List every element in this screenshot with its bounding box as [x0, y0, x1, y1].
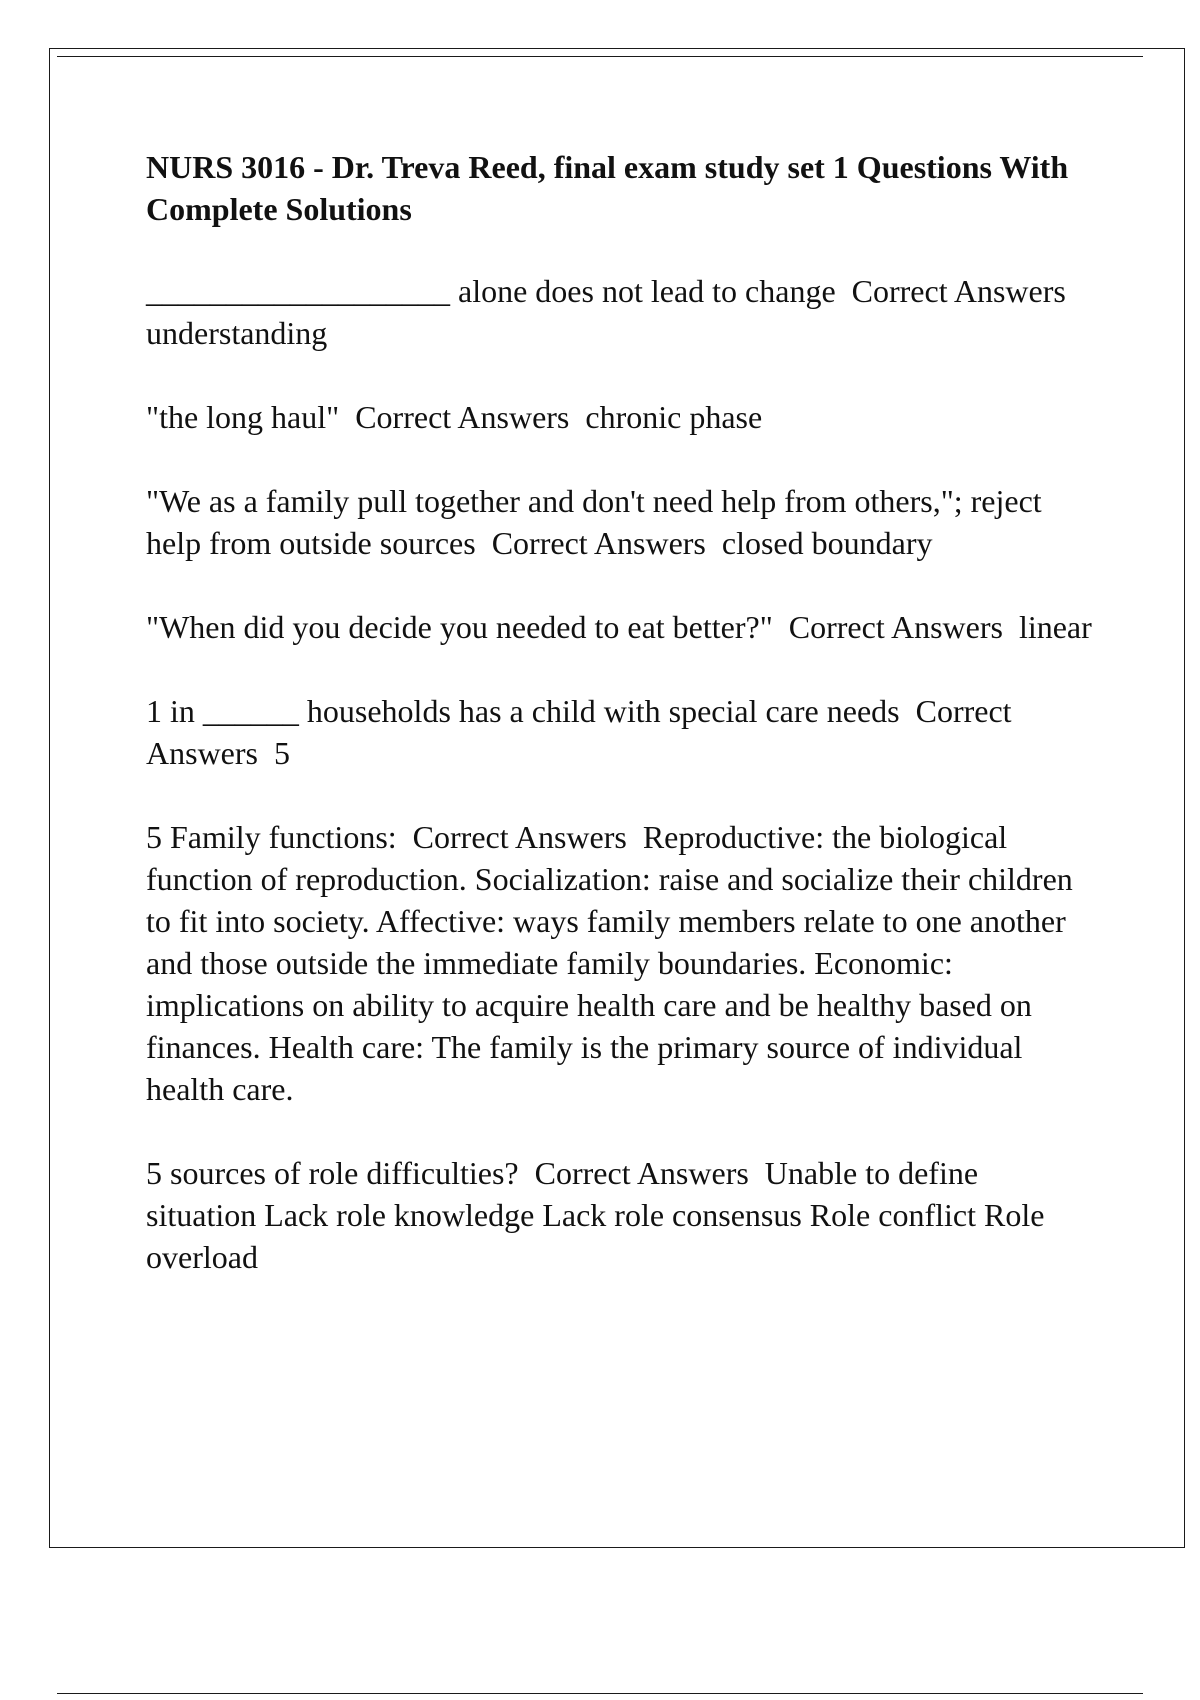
- question-text: "the long haul": [146, 399, 340, 435]
- answer-text: understanding: [146, 315, 328, 351]
- answer-text: Unable to define situation Lack role knowledge Lack role consensus Role conflict Role overload: [146, 1155, 1053, 1275]
- answer-separator: Correct Answers: [518, 1155, 765, 1191]
- answer-text: Reproductive: the biological function of reproduction. Socialization: raise and socialize their children to fit into society. Affective: ways family members relate to one another and those outside the immediate family boundaries. Economic: implications on ability to acquire health care and be healthy based on finances. Health care: The family is the primary source of individual health care.: [146, 819, 1081, 1107]
- qa-item: [146, 270, 1096, 354]
- answer-text: chronic phase: [585, 399, 763, 435]
- answer-separator: Correct Answers: [396, 819, 643, 855]
- question-text: 1 in ______ households has a child with special care needs: [146, 693, 900, 729]
- qa-item: [146, 690, 1096, 774]
- bottom-rule: [57, 1693, 1143, 1694]
- answer-separator: Correct Answers: [339, 399, 586, 435]
- qa-item: [146, 1152, 1096, 1278]
- question-text: "When did you decide you needed to eat better?": [146, 609, 773, 645]
- answer-separator: Correct Answers: [772, 609, 1019, 645]
- question-text: "We as a family pull together and don't need help from others,"; reject help from outside sources: [146, 483, 1050, 561]
- qa-item: [146, 816, 1096, 1110]
- answer-text: closed boundary: [721, 525, 933, 561]
- answer-separator: Correct Answers: [475, 525, 722, 561]
- answer-separator: Correct Answers: [146, 693, 1018, 771]
- answer-text: linear: [1018, 609, 1092, 645]
- document-title: NURS 3016 - Dr. Treva Reed, final exam study set 1 Questions With Complete Solutions: [146, 149, 1069, 227]
- answer-separator: Correct Answers: [835, 273, 1082, 309]
- question-text: 5 Family functions:: [146, 819, 397, 855]
- qa-item: [146, 396, 1096, 438]
- qa-item: [146, 606, 1096, 648]
- question-text: 5 sources of role difficulties?: [146, 1155, 519, 1191]
- question-text: ___________________ alone does not lead to change: [146, 273, 836, 309]
- qa-item: [146, 480, 1096, 564]
- answer-text: 5: [273, 735, 290, 771]
- document-body: [146, 146, 1096, 1320]
